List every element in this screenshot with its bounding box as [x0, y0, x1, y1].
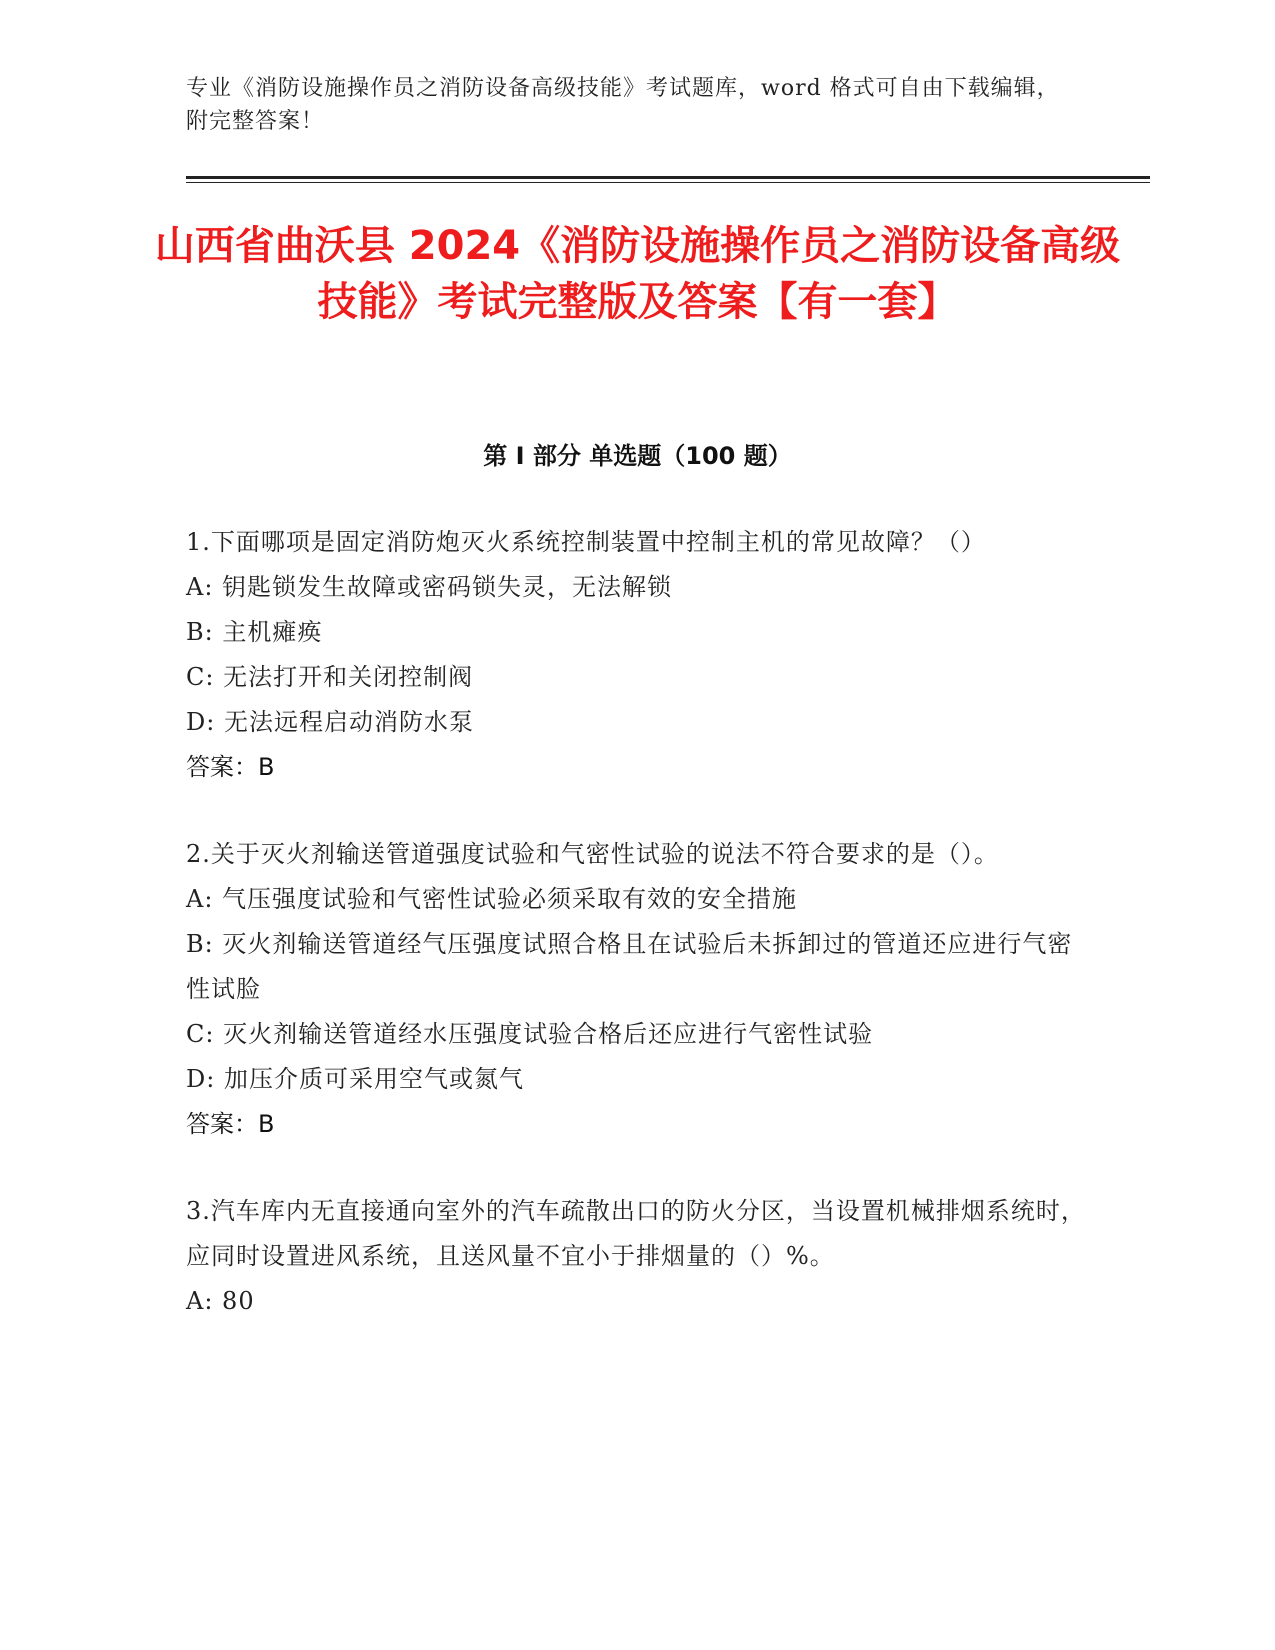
option-c: C: 无法打开和关闭控制阀	[186, 663, 474, 691]
option-a: A: 钥匙锁发生故障或密码锁失灵，无法解锁	[186, 573, 673, 601]
option-b: B: 灭火剂输送管道经气压强度试照合格且在试验后未拆卸过的管道还应进行气密性试脸	[186, 930, 1073, 1003]
option-c: C: 灭火剂输送管道经水压强度试验合格后还应进行气密性试验	[186, 1020, 874, 1048]
answer: 答案：B	[186, 1110, 275, 1138]
answer: 答案：B	[186, 753, 275, 781]
header-divider-thick	[186, 176, 1150, 179]
option-a: A: 80	[186, 1287, 255, 1315]
header-divider-thin	[186, 182, 1150, 183]
question-text: 2.关于灭火剂输送管道强度试验和气密性试验的说法不符合要求的是（）。	[186, 840, 999, 868]
question-1	[186, 520, 1086, 790]
question-text: 3.汽车库内无直接通向室外的汽车疏散出口的防火分区，当设置机械排烟系统时，应同时设置进风系统，且送风量不宜小于排烟量的（）%。	[186, 1197, 1086, 1270]
question-list	[186, 520, 1086, 1366]
question-3	[186, 1189, 1086, 1324]
option-a: A: 气压强度试验和气密性试验必须采取有效的安全措施	[186, 885, 798, 913]
option-d: D: 无法远程启动消防水泵	[186, 708, 474, 736]
document-title: 山西省曲沃县 2024《消防设施操作员之消防设备高级技能》考试完整版及答案【有一套】	[154, 223, 1121, 325]
option-b: B: 主机瘫痪	[186, 618, 323, 646]
section-heading: 第 I 部分 单选题（100 题）	[483, 442, 792, 470]
header-note: 专业《消防设施操作员之消防设备高级技能》考试题库，word 格式可自由下载编辑，附完整答案！	[186, 76, 1060, 134]
question-text: 1.下面哪项是固定消防炮灭火系统控制装置中控制主机的常见故障？（）	[186, 528, 986, 556]
question-2	[186, 832, 1086, 1147]
option-d: D: 加压介质可采用空气或氮气	[186, 1065, 524, 1093]
